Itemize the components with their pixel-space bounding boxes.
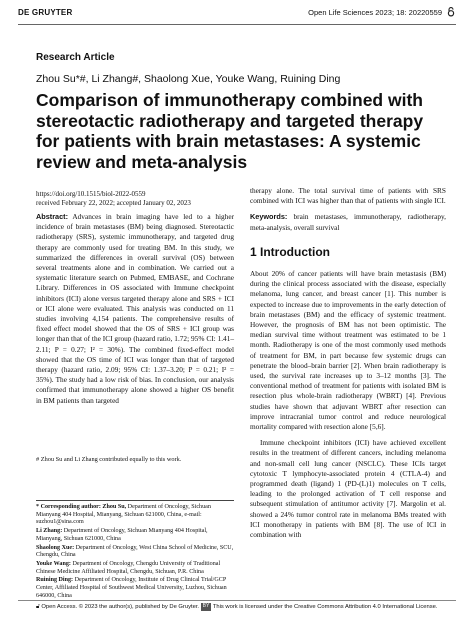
keywords [250, 212, 446, 232]
abstract-continued: therapy alone. The total survival time of patients with SRS combined with ICI was higher than that of patients with single ICI. [250, 186, 446, 206]
affiliation-item: Ruining Ding: Department of Oncology, Institute of Drug Clinical Trial/GCP Center, Affiliated Hospital of Southwest Medical University, Luzhou, Sichuan 646000, China [36, 577, 227, 599]
intro-paragraph-2: Immune checkpoint inhibitors (ICI) have achieved excellent results in the treatment of different cancers, including melanoma and non-small cell lung cancer (NSCLC). These ICIs target cytotoxic T lymphocyte-associated protein 4 (CTLA-4) and programmed death (ligand) 1 (PD-(L)1) molecules on T cells, leading to the prolonged activation of T cell response and subsequent stimulation of antitumor activity [7]. Margolin et al. showed a 24% tumor control rate in melanoma BMs treated with ICI monotherapy in patients with BM [8]. The use of ICI in combination with [250, 438, 446, 540]
right-column [250, 186, 446, 546]
equal-contribution-note [36, 456, 234, 464]
article-meta [36, 190, 191, 208]
affiliation-item: Youke Wang: Department of Oncology, Chengdu University of Traditional Chinese Medicine Affiliated Hospital, Chengdu, Sichuan, P.R. China [36, 560, 221, 575]
footnote-rule [36, 500, 234, 501]
abstract-text: Advances in brain imaging have led to a higher incidence of brain metastases (BM) being diagnosed. Stereotactic radiotherapy (SRS), systemic immunotherapy, and targeted drug therapy are commonly used for treating BM. In this study, we summarized the differences in overall survival (OS) between several treatments alone and in combination. We carried out a systematic literature search on Pubmed, EMBASE, and Cochrane Library. Differences in OS associated with Immune checkpoint inhibitors (ICI) alone versus targeted therapy alone and SRS + ICI or ICI alone were evaluated. This analysis was conducted on 11 studies involving 4,154 patients. The comprehensive results of fixed effect model showed that the OS of SRS + ICI group was longer than that of the ICI group (hazard ratio, 1.72; 95% CI: 1.41–2.11; P = 0.27; I² = 30%). The combined fixed-effect model showed that the OS time of ICI was longer than that of targeted therapy (hazard ratio, 2.09; 95% CI: 1.37–3.20; P = 0.21; I² = 35%). The study had a low risk of bias. In conclusion, our analysis confirmed that immunotherapy alone showed a higher OS benefit in BM patients than targeted [36, 212, 234, 405]
license-footer [36, 603, 446, 612]
abstract-label: Abstract: [36, 212, 69, 221]
doi-link[interactable]: https://doi.org/10.1515/biol-2022-0559 [36, 190, 146, 198]
license-text: Open Access. © 2023 the author(s), published by De Gruyter. [41, 604, 200, 610]
license-text-2: This work is licensed under the Creative Commons Attribution 4.0 International License. [212, 604, 438, 610]
footer-rule [18, 600, 456, 601]
intro-paragraph-1: About 20% of cancer patients will have brain metastasis (BM) during the clinical process associated with the disease, especially melanoma, lung cancer, and breast cancer [1]. This number is expected to increase due to improvements in the early detection of brain metastases (BM) and the efficacy of systemic treatment. However, the prognosis of BM has not been optimistic. The median survival time without treatment was estimated to be 1 month. Radiotherapy is one of the most commonly used methods of treatment for BM, in part because few systemic drugs can penetrate the blood–brain barrier [2]. When brain radiotherapy is used, the survival rate increases up to 3–12 months [3]. The conventional method of treatment for patients with isolated BM is resection plus whole-brain radiotherapy (WBRT) [4]. Previous studies have shown that adjuvant WBRT after resection can improve intracranial tumor control and reduce neurological mortality compared with resection alone [5,6]. [250, 269, 446, 432]
header-rule [18, 24, 456, 25]
running-header [18, 8, 456, 22]
keywords-text: brain metastases, immunotherapy, radiotherapy, meta-analysis, overall survival [250, 212, 446, 232]
affiliations [36, 500, 234, 601]
section-heading-introduction: 1 Introduction [250, 244, 330, 259]
publisher-name: DE GRUYTER [18, 8, 73, 17]
abstract [36, 212, 234, 406]
affiliation-item: * Corresponding author: Zhou Su, Department of Oncology, Sichuan Mianyang 404 Hospital, Mianyang, Sichuan 621000, China, e-mail: suzhou1@sina.com [36, 504, 211, 526]
author-list: Zhou Su*#, Li Zhang#, Shaolong Xue, Youke Wang, Ruining Ding [36, 73, 341, 85]
open-access-icon: 🔓︎ [36, 604, 40, 610]
cc-by-badge[interactable]: BY [202, 603, 210, 609]
keywords-label: Keywords: [250, 212, 288, 222]
open-access-icon [446, 7, 456, 17]
equal-contribution-text: # Zhou Su and Li Zhang contributed equally to this work. [36, 456, 182, 463]
affiliation-item: Li Zhang: Department of Oncology, Sichuan Mianyang 404 Hospital, Mianyang, Sichuan 621000, China [36, 528, 208, 542]
article-type: Research Article [36, 52, 115, 63]
received-accepted-dates: received February 22, 2022; accepted January 02, 2023 [36, 199, 191, 207]
journal-citation: Open Life Sciences 2023; 18: 20220559 [308, 8, 442, 17]
affiliation-item: Shaolong Xue: Department of Oncology, West China School of Medicine, SCU, Chengdu, China [36, 544, 234, 559]
left-column [36, 212, 234, 406]
paper-title: Comparison of immunotherapy combined with stereotactic radiotherapy and targeted therapy for patients with brain metastases: A systemic review and meta-analysis [36, 90, 424, 172]
